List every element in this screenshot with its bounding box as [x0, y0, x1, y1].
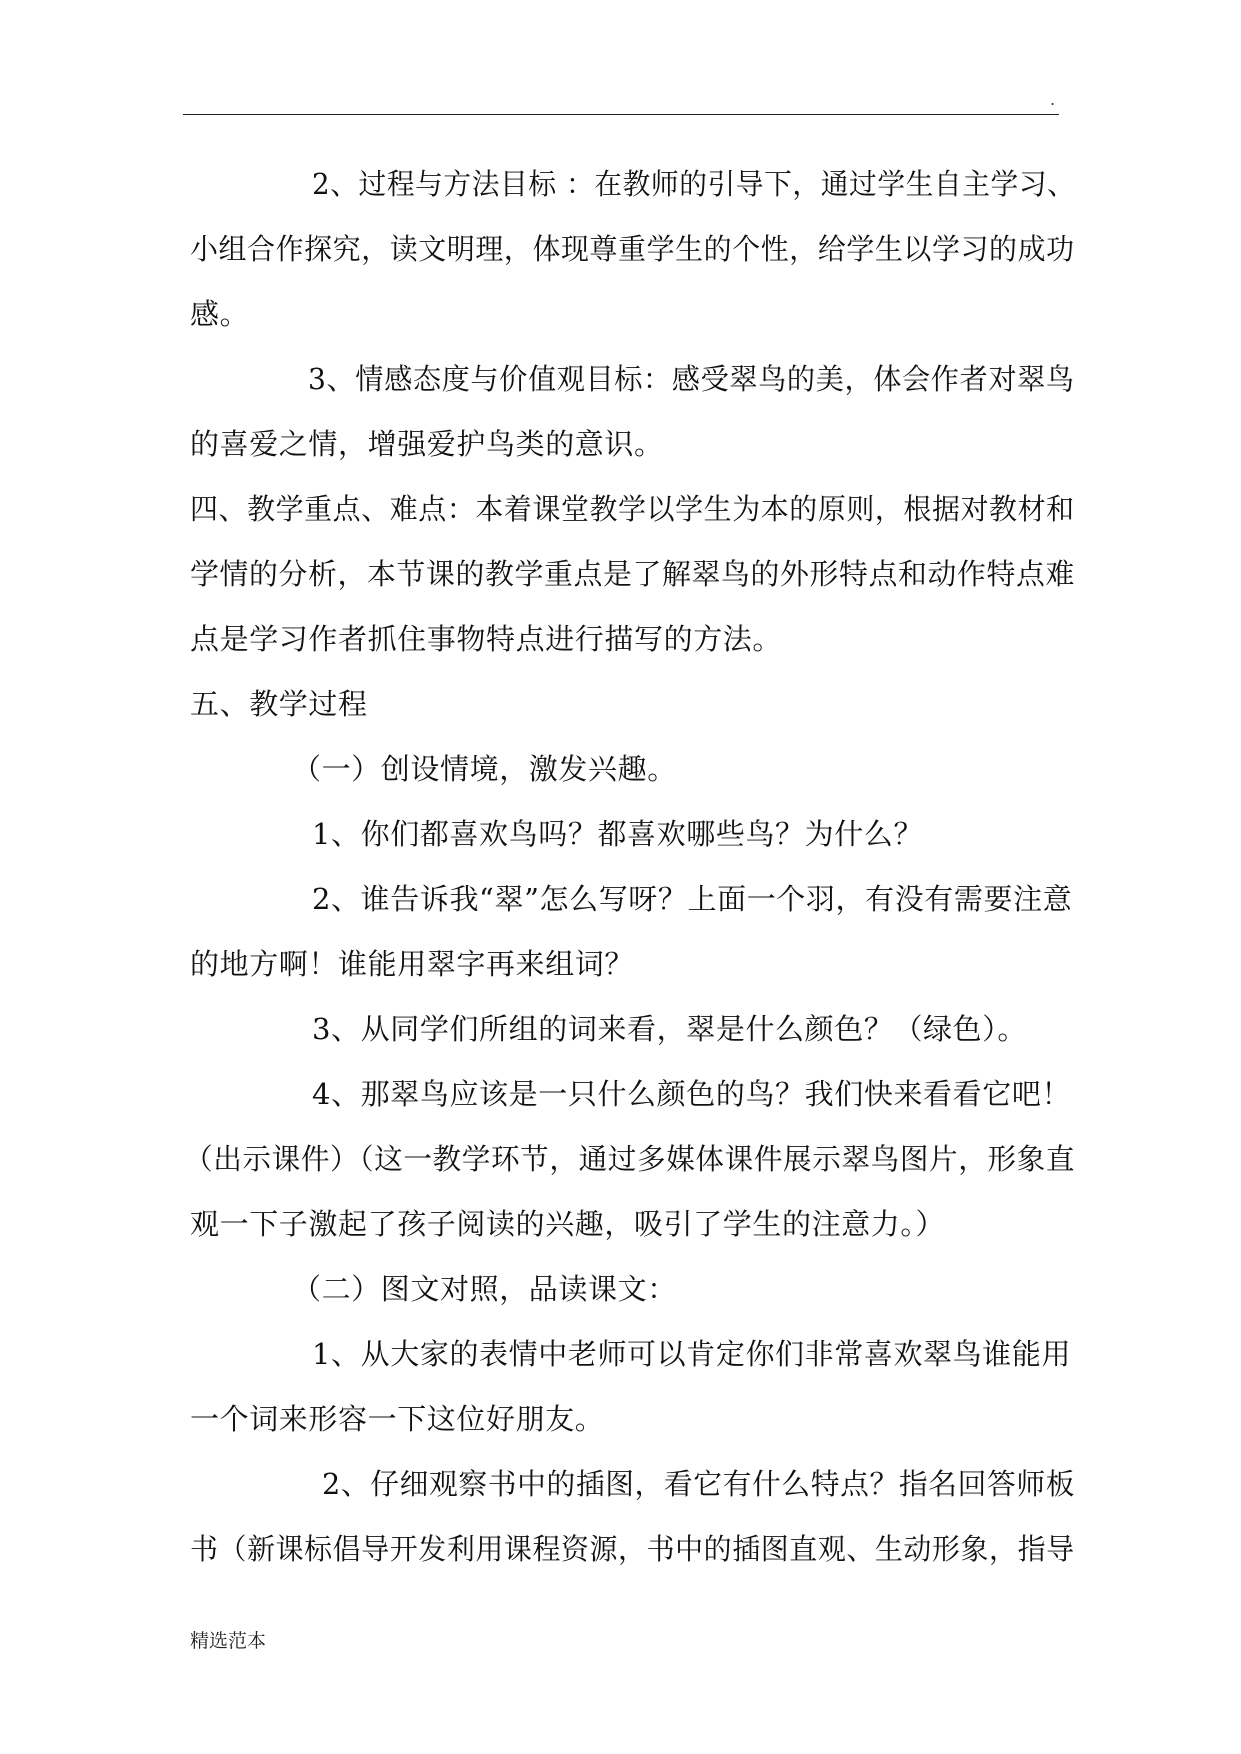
text-line: 3、从同学们所组的词来看，翠是什么颜色？（绿色）。	[312, 1012, 1027, 1046]
subsection-heading: （一）创设情境，激发兴趣。	[292, 752, 677, 786]
text-line: 的地方啊！谁能用翠字再来组词？	[190, 947, 635, 981]
text-line: 学情的分析，本节课的教学重点是了解翠鸟的外形特点和动作特点难	[190, 557, 1075, 591]
text-line: 2、过程与方法目标 ：在教师的引导下，通过学生自主学习、	[312, 167, 1076, 201]
subsection-heading: （二）图文对照，品读课文：	[292, 1272, 677, 1306]
footer-label: 精选范本	[190, 1630, 267, 1652]
header-rule	[183, 114, 1059, 115]
text-line: 观一下子激起了孩子阅读的兴趣，吸引了学生的注意力。）	[190, 1207, 946, 1241]
text-line: 2、谁告诉我“翠”怎么写呀？上面一个羽，有没有需要注意	[312, 882, 1073, 916]
text-line: 小组合作探究，读文明理，体现尊重学生的个性，给学生以学习的成功	[190, 232, 1075, 266]
text-line: （出示课件）（这一教学环节，通过多媒体课件展示翠鸟图片，形象直	[184, 1142, 1076, 1176]
text-line: 一个词来形容一下这位好朋友。	[190, 1402, 605, 1436]
text-line: 1、从大家的表情中老师可以肯定你们非常喜欢翠鸟谁能用	[312, 1337, 1072, 1371]
header-mark: .	[1050, 90, 1056, 109]
section-heading: 五、教学过程	[190, 687, 368, 721]
text-line: 3、情感态度与价值观目标：感受翠鸟的美，体会作者对翠鸟	[308, 362, 1075, 396]
text-line: 四、教学重点、难点：本着课堂教学以学生为本的原则，根据对教材和	[190, 492, 1075, 526]
text-line: 4、那翠鸟应该是一只什么颜色的鸟？我们快来看看它吧！	[312, 1077, 1072, 1111]
text-line: 书（新课标倡导开发利用课程资源，书中的插图直观、生动形象，指导	[190, 1532, 1075, 1566]
text-line: 2、仔细观察书中的插图，看它有什么特点？指名回答师板	[322, 1467, 1076, 1501]
text-line: 感。	[190, 297, 250, 331]
text-line: 点是学习作者抓住事物特点进行描写的方法。	[190, 622, 783, 656]
text-line: 的喜爱之情，增强爱护鸟类的意识。	[190, 427, 664, 461]
text-line: 1、你们都喜欢鸟吗？都喜欢哪些鸟？为什么？	[312, 817, 924, 851]
